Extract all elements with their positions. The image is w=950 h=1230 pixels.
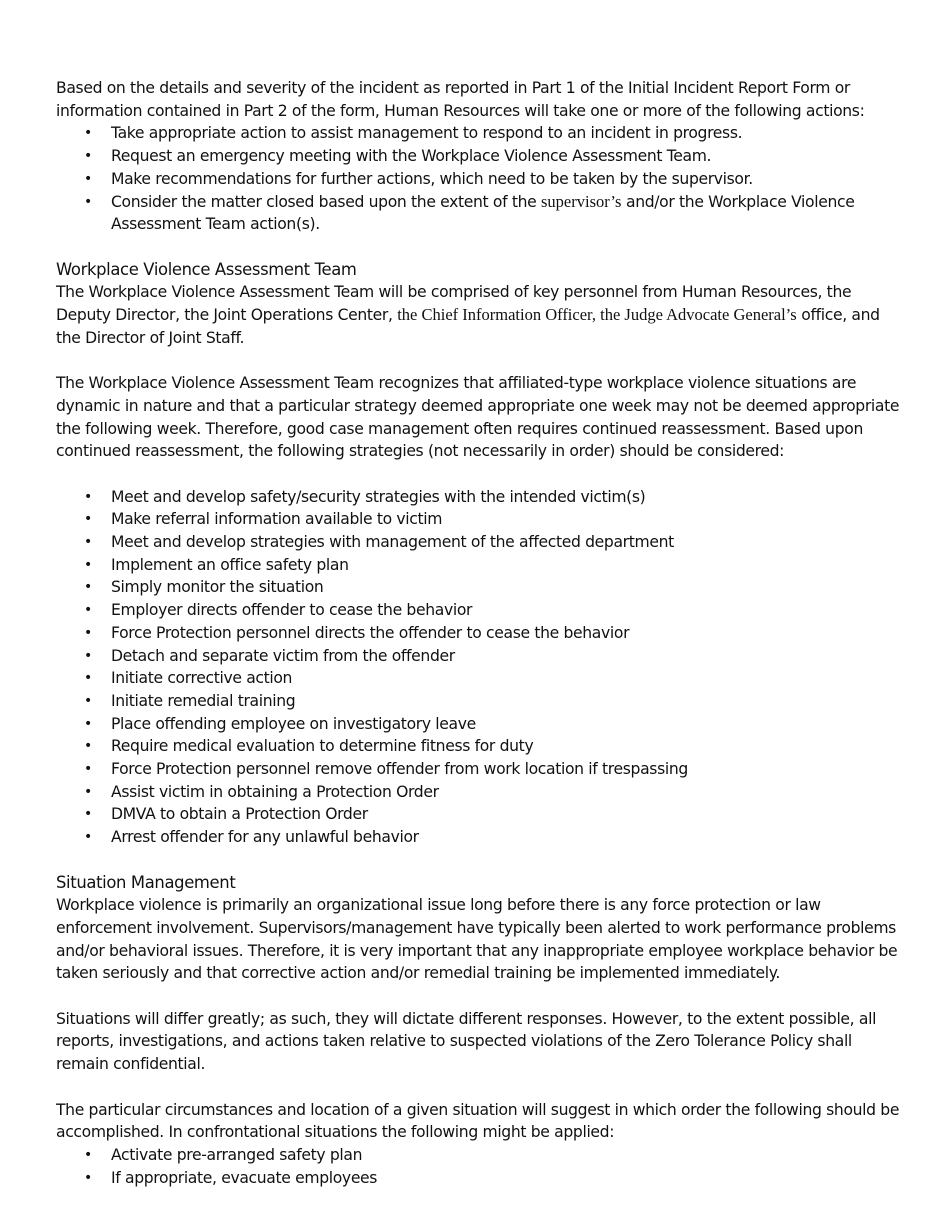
list-item: • Meet and develop strategies with management of the affected department	[56, 531, 900, 554]
bullet-icon: •	[84, 170, 92, 187]
bullet-icon: •	[84, 738, 92, 755]
team-paragraph-2: The Workplace Violence Assessment Team recognizes that affiliated-type workplace violence situations are dynamic in nature and that a particular strategy deemed appropriate one week may not be deemed appropriate the following week. Therefore, good case management often requires continued reassessment. Based upon continued reassessment, the following strategies (not necessarily in order) should be considered:	[56, 374, 900, 461]
bullet-icon: •	[84, 1146, 92, 1163]
bullet-icon: •	[84, 148, 92, 165]
bullet-icon: •	[84, 534, 92, 551]
bullet-icon: •	[84, 488, 92, 505]
list-item: • Force Protection personnel remove offender from work location if trespassing	[56, 758, 900, 781]
bullet-icon: •	[84, 829, 92, 846]
list-item: • Initiate remedial training	[56, 690, 900, 713]
list-item: • Activate pre-arranged safety plan	[56, 1144, 900, 1167]
list-item: • Consider the matter closed based upon the extent of the supervisor’s and/or the Workplace Violence Assessment Team action(s).	[84, 191, 855, 234]
team-heading: Workplace Violence Assessment Team	[56, 259, 357, 279]
list-item: • Meet and develop safety/security strategies with the intended victim(s)	[56, 486, 900, 509]
bullet-icon: •	[84, 761, 92, 778]
bullet-icon: •	[84, 602, 92, 619]
steps-list	[56, 1144, 900, 1189]
bullet-icon: •	[84, 193, 92, 210]
situation-paragraph-1: Workplace violence is primarily an organizational issue long before there is any force protection or law enforcement involvement. Supervisors/management have typically been alerted to work performance problems and/or behavioral issues. Therefore, it is very important that any inappropriate employee workplace behavior be taken seriously and that corrective action and/or remedial training be implemented immediately.	[56, 896, 898, 983]
list-item: • DMVA to obtain a Protection Order	[56, 803, 900, 826]
situation-paragraph-3: The particular circumstances and location of a given situation will suggest in which order the following should be accomplished. In confrontational situations the following might be applied:	[56, 1100, 900, 1142]
bullet-icon: •	[84, 125, 92, 142]
bullet-icon: •	[84, 715, 92, 732]
list-item: • Initiate corrective action	[56, 667, 900, 690]
situation-paragraph-2: Situations will differ greatly; as such, they will dictate different responses. However, to the extent possible, all reports, investigations, and actions taken relative to suspected violations of the Zero Tolerance Policy shall remain confidential.	[56, 1009, 877, 1074]
list-item: • Arrest offender for any unlawful behavior	[56, 826, 900, 849]
bullet-icon: •	[84, 556, 92, 573]
bullet-icon: •	[84, 806, 92, 823]
list-item: • Detach and separate victim from the offender	[56, 645, 900, 668]
bullet-icon: •	[84, 783, 92, 800]
strategies-list	[56, 486, 900, 849]
bullet-icon: •	[84, 647, 92, 664]
list-item: • Employer directs offender to cease the behavior	[56, 599, 900, 622]
list-item: • Place offending employee on investigatory leave	[56, 713, 900, 736]
bullet-icon: •	[84, 511, 92, 528]
list-item: • Simply monitor the situation	[56, 576, 900, 599]
list-item: • If appropriate, evacuate employees	[56, 1167, 900, 1190]
list-item: • Assist victim in obtaining a Protection Order	[56, 781, 900, 804]
situation-heading: Situation Management	[56, 872, 236, 892]
list-item: • Force Protection personnel directs the offender to cease the behavior	[56, 622, 900, 645]
team-paragraph-1: The Workplace Violence Assessment Team will be comprised of key personnel from Human Resources, the Deputy Director, the Joint Operations Center, the Chief Information Officer, the Judge Advocate General’s office, and the Director of Joint Staff.	[56, 283, 880, 347]
list-item: • Make recommendations for further actions, which need to be taken by the supervisor.	[56, 168, 900, 191]
list-item: • Take appropriate action to assist management to respond to an incident in progress.	[56, 122, 900, 145]
intro-paragraph: Based on the details and severity of the incident as reported in Part 1 of the Initial Incident Report Form or information contained in Part 2 of the form, Human Resources will take one or more of the following actions:	[56, 79, 865, 120]
bullet-icon: •	[84, 692, 92, 709]
list-item: • Implement an office safety plan	[56, 554, 900, 577]
list-item: • Request an emergency meeting with the Workplace Violence Assessment Team.	[56, 145, 900, 168]
bullet-icon: •	[84, 579, 92, 596]
actions-list	[56, 122, 900, 236]
list-item: • Make referral information available to victim	[56, 508, 900, 531]
bullet-icon: •	[84, 624, 92, 641]
list-item: • Require medical evaluation to determine fitness for duty	[56, 735, 900, 758]
bullet-icon: •	[84, 670, 92, 687]
bullet-icon: •	[84, 1169, 92, 1186]
